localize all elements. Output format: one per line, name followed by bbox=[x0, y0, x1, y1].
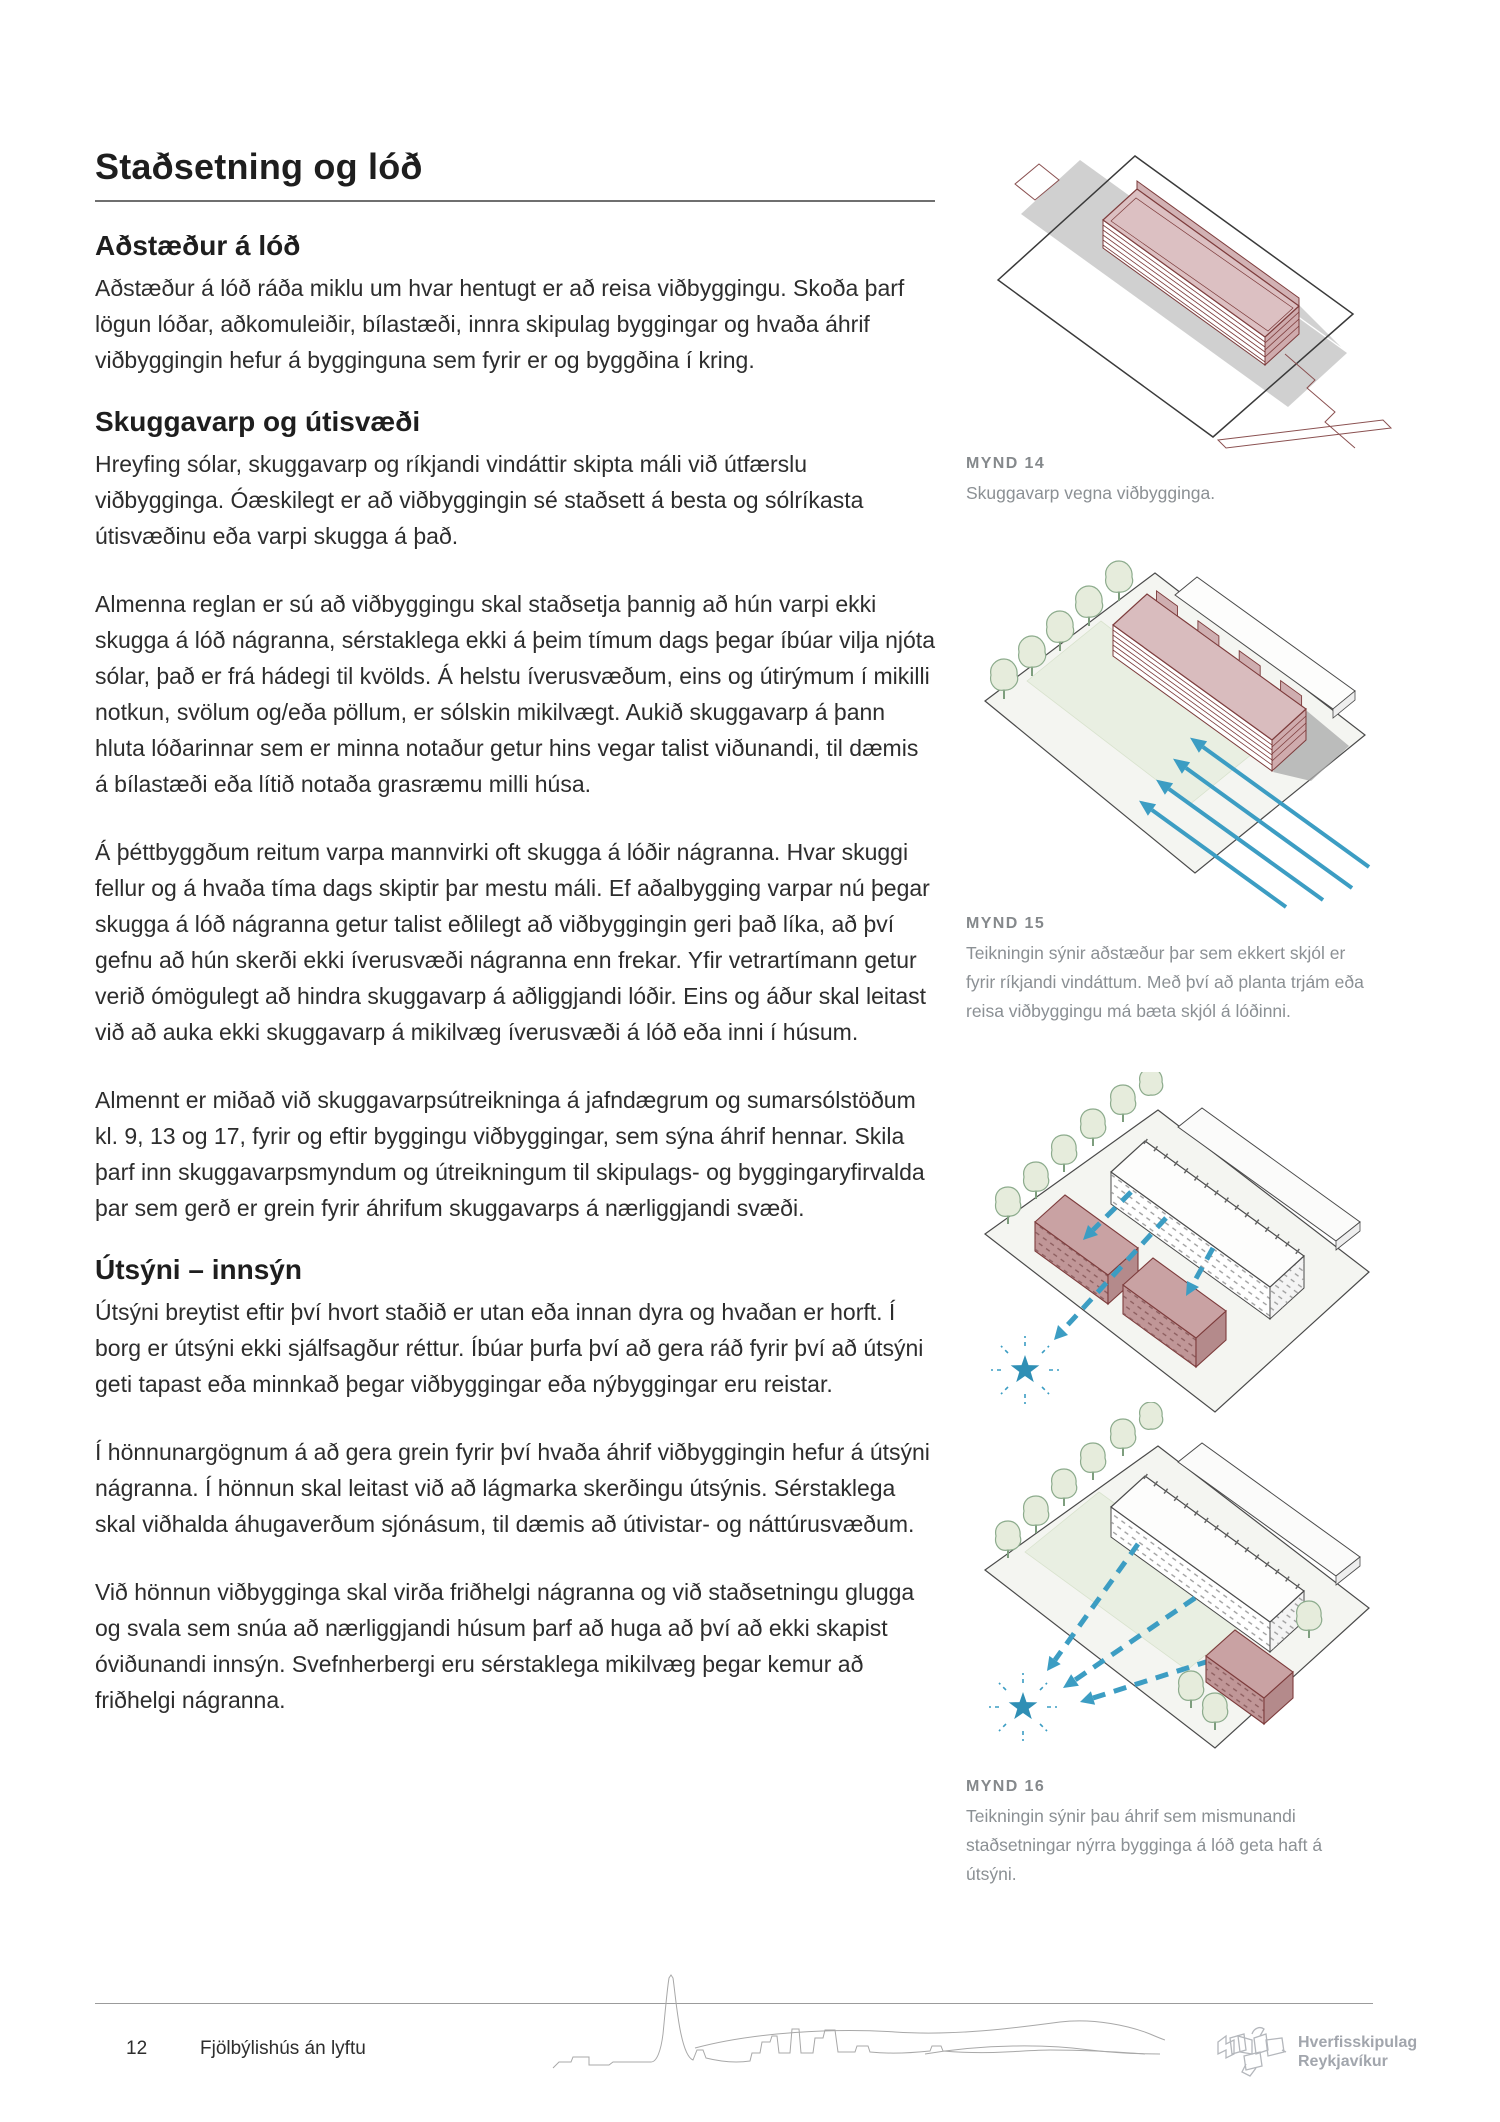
hverfisskipulag-logo-icon bbox=[1216, 2024, 1288, 2080]
figure-15-label: MYND 15 bbox=[966, 915, 1046, 932]
paragraph: Aðstæður á lóð ráða miklu um hvar hentugt er að reisa viðbyggingu. Skoða þarf lögun lóðar, aðkomuleiðir, bílastæði, innra skipulag byggingar og hvaða áhrif viðbyggingin hefur á bygginguna sem fyrir er og byggðina í kring. bbox=[95, 275, 905, 373]
figure-15-caption-text: Teikningin sýnir aðstæður þar sem ekkert skjól er fyrir ríkjandi vindáttum. Með því að planta trjám eða reisa viðbyggingu má bæta skjól á lóðinni. bbox=[966, 943, 1364, 1021]
page-title: Staðsetning og lóð bbox=[95, 146, 423, 187]
figure-14-caption-text: Skuggavarp vegna viðbygginga. bbox=[966, 483, 1216, 503]
figure-14-shadow-diagram-illustration bbox=[963, 122, 1403, 452]
section-heading-utsyni: Útsýni – innsýn bbox=[95, 1254, 302, 1285]
paragraph: Á þéttbyggðum reitum varpa mannvirki oft skugga á lóðir nágranna. Hvar skuggi fellur og á hvaða tíma dags skiptir þar mestu máli. Ef aðalbygging varpar nú þegar skugga á lóð nágranna getur talist eðlilegt að viðbyggingin geri það líka, að því gefnu að hún skerði ekki íverusvæði nágranna enn frekar. Yfir vetrartímann getur verið ómögulegt að hindra skuggavarp á aðliggjandi lóðir. Eins og áður skal leitast við að auka ekki skuggavarp á mikilvæg íverusvæði á lóð eða inni í húsum. bbox=[95, 839, 930, 1045]
figure-16-caption bbox=[966, 1778, 1374, 1889]
figure-16-label: MYND 16 bbox=[966, 1778, 1046, 1795]
title-rule bbox=[95, 200, 935, 202]
section-heading-skuggavarp: Skuggavarp og útisvæði bbox=[95, 406, 421, 437]
viewpoint-star-icon bbox=[989, 1673, 1057, 1741]
figure-15-wind-diagram-illustration bbox=[963, 533, 1403, 913]
figure-16a-view-diagram-illustration bbox=[963, 1072, 1403, 1417]
main-text-column bbox=[95, 0, 935, 1718]
section-heading-adstaedur: Aðstæður á lóð bbox=[95, 230, 301, 261]
paragraph: Hreyfing sólar, skuggavarp og ríkjandi vindáttir skipta máli við útfærslu viðbygginga. Óæskilegt er að viðbyggingin sé staðsett á besta og sólríkasta útisvæðinu eða varpi skugga á það. bbox=[95, 451, 864, 549]
hverfisskipulag-logo-text bbox=[1298, 2033, 1417, 2071]
paragraph: Almennt er miðað við skuggavarpsútreikninga á jafndægrum og sumarsólstöðum kl. 9, 13 og 17, fyrir og eftir byggingu viðbyggingar, sem sýna áhrif hennar. Skila þarf inn skuggavarpsmyndum og útreikningum til skipulags- og byggingaryfirvalda þar sem gerð er grein fyrir áhrifum skuggavarps á nærliggjandi svæði. bbox=[95, 1087, 925, 1221]
footer-doc-title: Fjölbýlishús án lyftu bbox=[200, 2038, 366, 2059]
paragraph: Í hönnunargögnum á að gera grein fyrir því hvaða áhrif viðbyggingin hefur á útsýni nágranna. Í hönnun skal leitast við að lágmarka skerðingu útsýnis. Sérstaklega skal viðhalda áhugaverðum sjónásum, til dæmis að útivistar- og náttúrusvæðum. bbox=[95, 1439, 930, 1537]
page-number: 12 bbox=[126, 2038, 148, 2059]
paragraph: Við hönnun viðbygginga skal virða friðhelgi nágranna og við staðsetningu glugga og svala sem snúa að nærliggjandi húsum þarf að huga að því að ekki skapist óviðunandi innsýn. Svefnherbergi eru sérstaklega mikilvæg þegar kemur að friðhelgi nágranna. bbox=[95, 1579, 915, 1713]
figure-16-caption-text: Teikningin sýnir þau áhrif sem mismunandi staðsetningar nýrra bygginga á lóð geta haft á útsýni. bbox=[966, 1806, 1323, 1884]
paragraph: Útsýni breytist eftir því hvort staðið er utan eða innan dyra og hvaðan er horft. Í borg er útsýni ekki sjálfsagður réttur. Íbúar þurfa því að gera ráð fyrir því að útsýni geti tapast eða minnkað þegar viðbyggingar eða nýbyggingar eru reistar. bbox=[95, 1299, 924, 1397]
figure-15-caption bbox=[966, 915, 1374, 1026]
hverfisskipulag-logo bbox=[1216, 2024, 1417, 2080]
reykjavik-skyline-illustration bbox=[545, 1970, 1165, 2075]
logo-line2: Reykjavíkur bbox=[1298, 2053, 1388, 2070]
figure-14-label: MYND 14 bbox=[966, 455, 1046, 472]
figure-14-caption bbox=[966, 455, 1374, 508]
viewpoint-star-icon bbox=[991, 1336, 1059, 1404]
logo-line1: Hverfisskipulag bbox=[1298, 2034, 1418, 2051]
paragraph: Almenna reglan er sú að viðbyggingu skal staðsetja þannig að hún varpi ekki skugga á lóð nágranna, sérstaklega ekki á þeim tímum dags þegar íbúar vilja njóta sólar, það er frá hádegi til kvölds. Á helstu íverusvæðum, eins og útirýmum í mikilli notkun, svölum og/eða pöllum, er sólskin mikilvægt. Aukið skuggavarp á þann hluta lóðarinnar sem er minna notaður getur hins vegar talist viðunandi, til dæmis á bílastæði eða lítið notaða grasræmu milli húsa. bbox=[95, 591, 935, 797]
figure-16b-view-diagram-illustration bbox=[963, 1402, 1403, 1752]
